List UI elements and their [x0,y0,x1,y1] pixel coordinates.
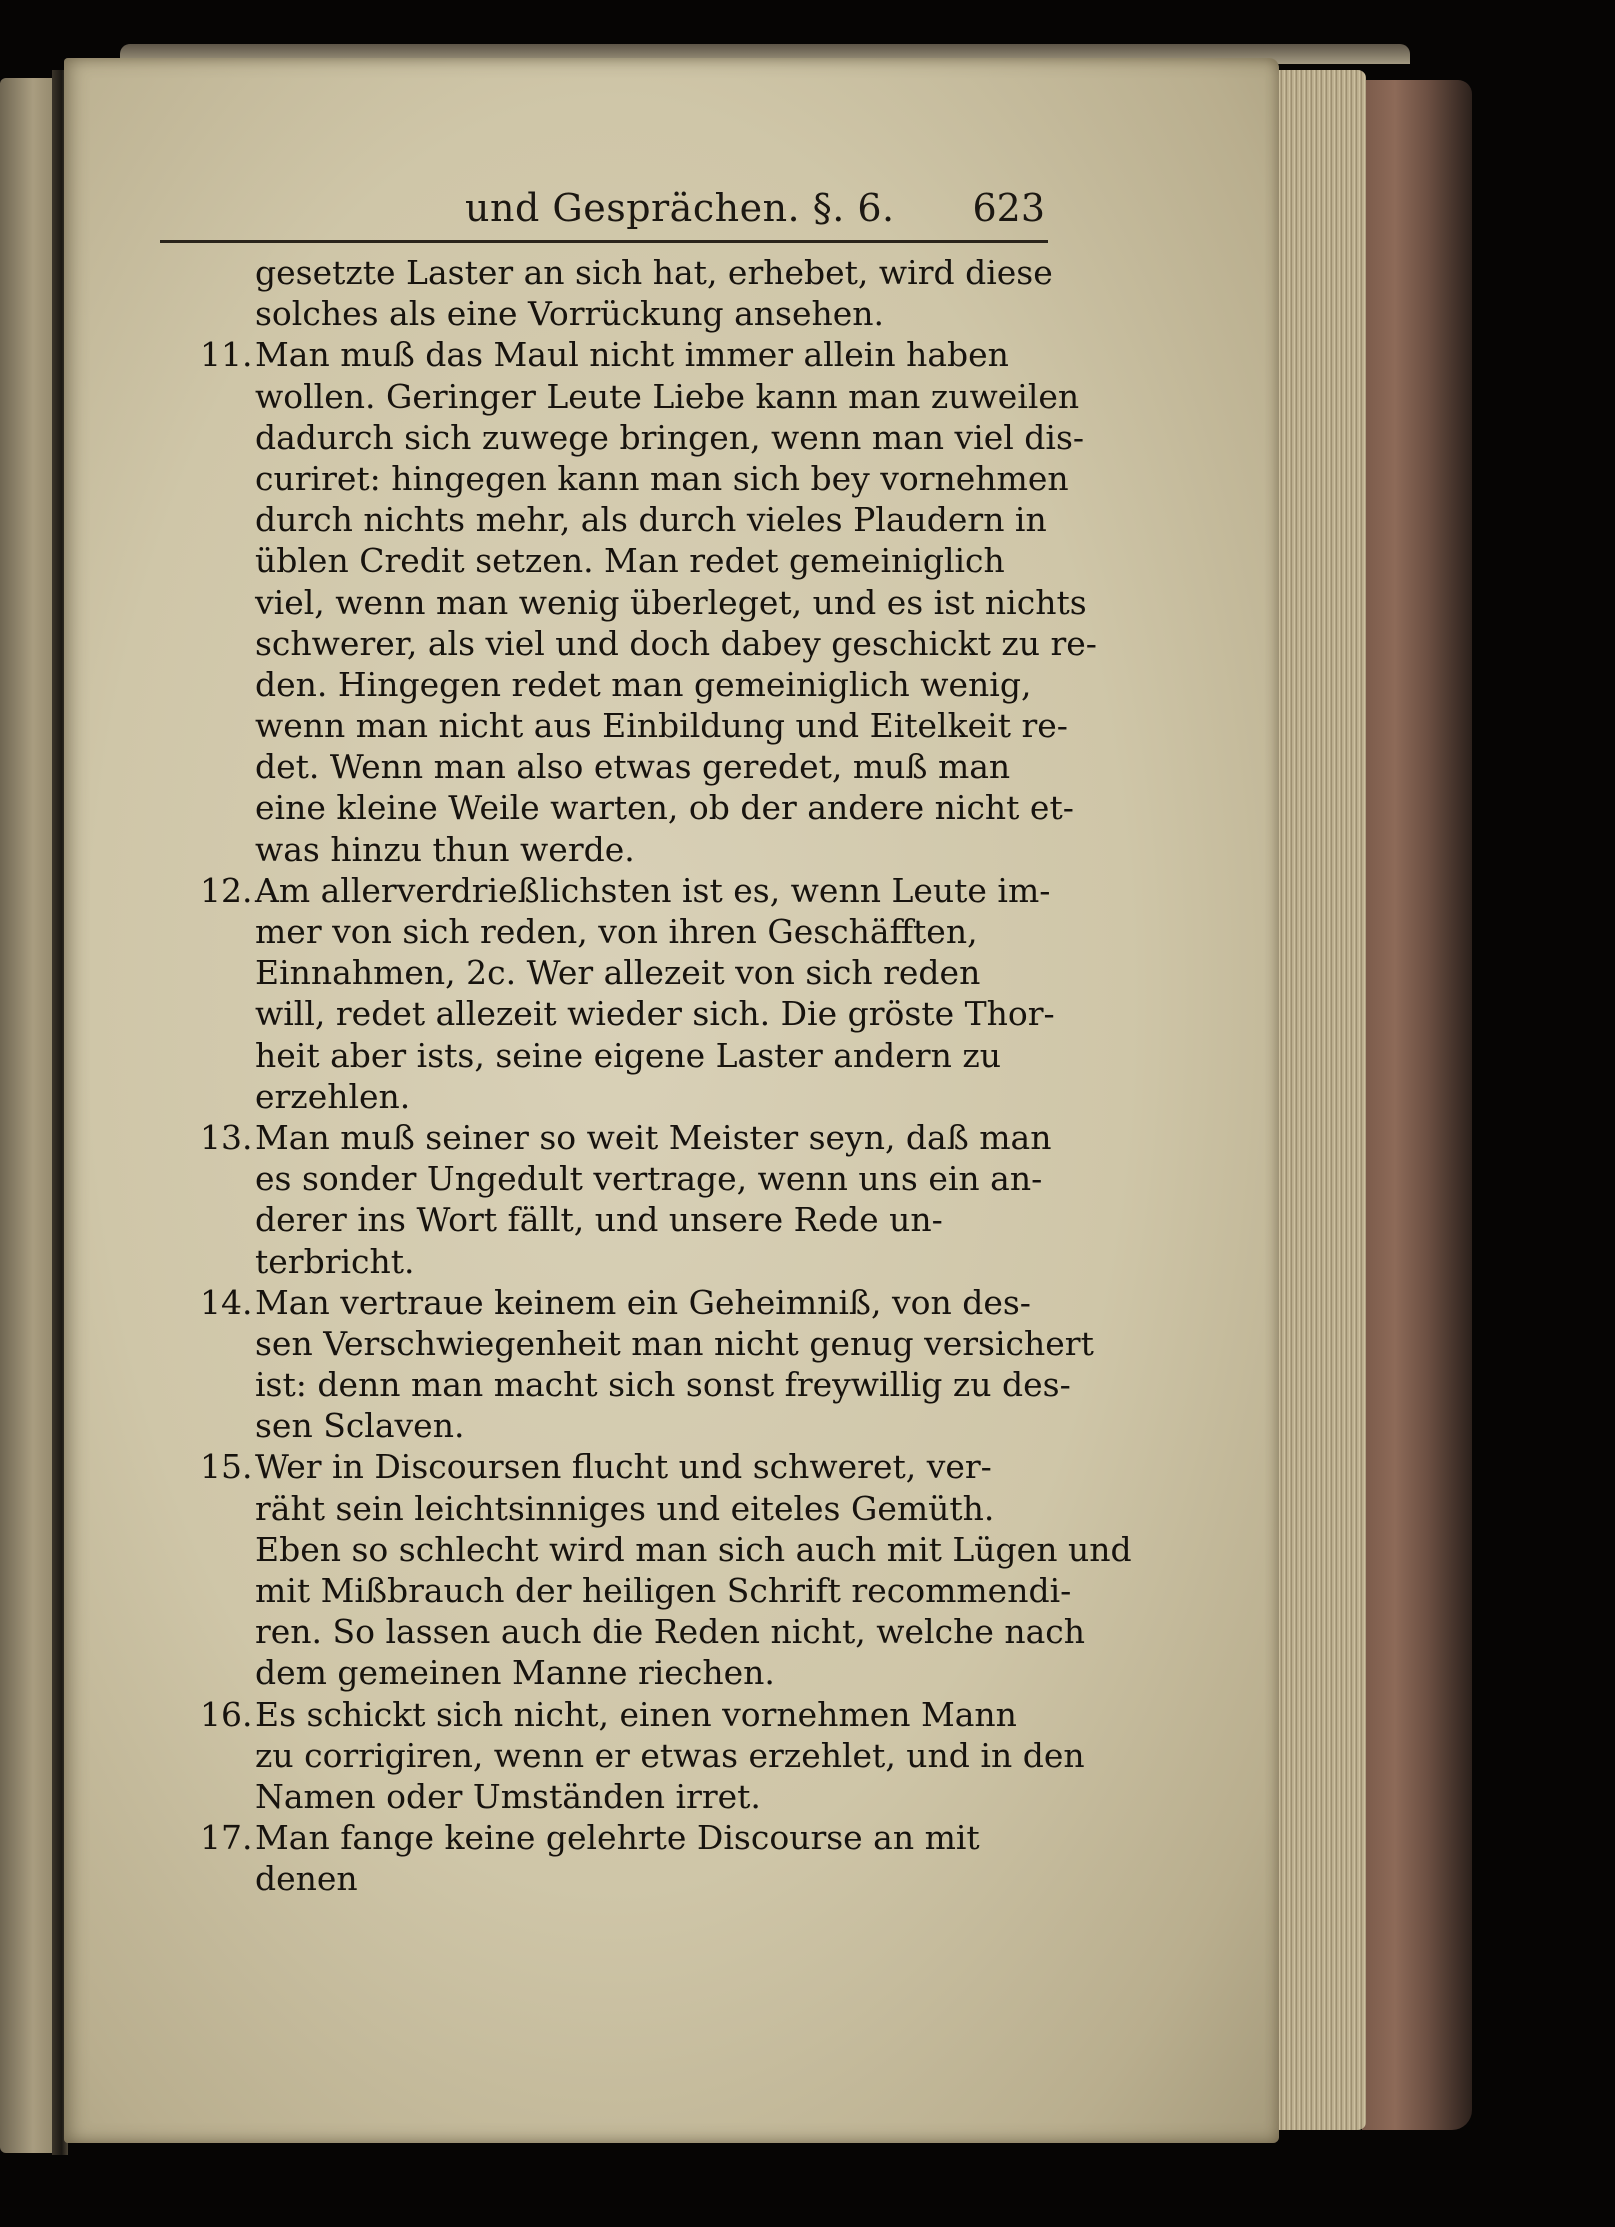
line-text: es sonder Ungedult vertrage, wenn uns ein an- [255,1159,1043,1199]
line-text: eine kleine Weile warten, ob der andere nicht et- [255,788,1074,828]
line-text: Einnahmen, 2c. Wer allezeit von sich reden [255,953,981,993]
text-line [200,1241,1060,1282]
text-line [200,870,1060,911]
line-text: schwerer, als viel und doch dabey geschickt zu re- [255,623,1097,663]
line-text: denen [255,1859,358,1899]
text-line [200,540,1060,581]
running-head: und Gesprächen. §. 6. [465,186,895,230]
line-text: was hinzu thun werde. [255,829,635,869]
text-line [200,1364,1071,1405]
text-line [200,829,1060,870]
line-text: Man muß das Maul nicht immer allein haben [255,335,1009,375]
text-line [200,746,1060,787]
text-line [200,664,1060,705]
line-text: dem gemeinen Manne riechen. [255,1653,775,1693]
text-line [200,1776,1060,1817]
line-text: det. Wenn man also etwas geredet, muß man [255,747,1011,787]
line-text: Man muß seiner so weit Meister seyn, daß man [255,1117,1052,1157]
text-line [200,1035,1060,1076]
text-line [200,1446,1060,1487]
text-line [200,252,1060,293]
line-text: sen Sclaven. [255,1406,465,1446]
text-line [200,705,1068,746]
text-line [200,952,1060,993]
line-text: Namen oder Umständen irret. [255,1776,761,1816]
line-text: solches als eine Vorrückung ansehen. [255,294,885,334]
line-text: curiret: hingegen kann man sich bey vornehmen [255,458,1069,498]
text-line [200,1694,1060,1735]
line-text: Es schickt sich nicht, einen vornehmen Mann [255,1694,1017,1734]
text-line [200,582,1087,623]
line-text: ist: denn man macht sich sonst freywillig zu des- [255,1365,1071,1405]
text-line [200,1652,1060,1693]
item-number: 17. [200,1818,253,1858]
text-line [200,1282,1060,1323]
text-line [200,911,1060,952]
line-text: sen Verschwiegenheit man nicht genug versichert [255,1323,1094,1363]
text-line [200,1076,1060,1117]
book-cover-edge [1362,80,1472,2130]
text-line [200,1488,1060,1529]
line-text: zu corrigiren, wenn er etwas erzehlet, und in den [255,1735,1085,1775]
text-line [200,1611,1086,1652]
line-text: erzehlen. [255,1076,411,1116]
header-rule [160,240,1048,243]
left-page-edge [0,78,60,2153]
text-line [200,1158,1060,1199]
line-text: dadurch sich zuwege bringen, wenn man viel dis- [255,417,1085,457]
text-line [200,499,1060,540]
item-number: 13. [200,1117,253,1157]
text-line [200,334,1060,375]
item-number: 15. [200,1447,253,1487]
text-line [200,1529,1132,1570]
line-text: Wer in Discoursen flucht und schweret, ver- [255,1447,992,1487]
line-text: derer ins Wort fällt, und unsere Rede un- [255,1200,943,1240]
line-text: Am allerverdrießlichsten ist es, wenn Leute im- [255,870,1051,910]
text-line [200,1570,1072,1611]
line-text: viel, wenn man wenig überleget, und es ist nichts [255,582,1087,622]
line-text: wollen. Geringer Leute Liebe kann man zuweilen [255,376,1080,416]
text-line [200,1199,1060,1240]
line-text: wenn man nicht aus Einbildung und Eitelkeit re- [255,706,1068,746]
item-number: 11. [200,335,253,375]
line-text: durch nichts mehr, als durch vieles Plaudern in [255,500,1047,540]
line-text: ren. So lassen auch die Reden nicht, welche nach [255,1612,1086,1652]
text-line [200,1323,1094,1364]
text-line [200,293,1060,334]
text-line [200,376,1080,417]
text-line [200,1817,1060,1858]
text-line [200,623,1097,664]
text-line [200,1735,1085,1776]
line-text: üblen Credit setzen. Man redet gemeiniglich [255,541,1005,581]
line-text: Man fange keine gelehrte Discourse an mit [255,1818,980,1858]
page-header [155,180,1045,240]
item-number: 16. [200,1694,253,1734]
line-text: gesetzte Laster an sich hat, erhebet, wird diese [255,253,1053,292]
item-number: 12. [200,870,253,910]
text-line [200,1117,1060,1158]
line-text: den. Hingegen redet man gemeiniglich wenig, [255,664,1032,704]
text-line [200,417,1085,458]
text-line [200,458,1069,499]
page-stack-edge [1278,70,1366,2130]
line-text: Eben so schlecht wird man sich auch mit Lügen und [255,1529,1132,1569]
body-text [200,252,1132,1900]
text-line [200,993,1060,1034]
line-text: heit aber ists, seine eigene Laster andern zu [255,1035,1001,1075]
text-line [200,1405,1060,1446]
line-text: will, redet allezeit wieder sich. Die gröste Thor- [255,994,1055,1034]
line-text: terbricht. [255,1241,415,1281]
line-text: mer von sich reden, von ihren Geschäfften, [255,912,978,951]
page-number: 623 [972,186,1045,230]
line-text: räht sein leichtsinniges und eiteles Gemüth. [255,1488,995,1528]
line-text: mit Mißbrauch der heiligen Schrift recommendi- [255,1571,1072,1610]
item-number: 14. [200,1282,253,1322]
text-line [200,1858,1060,1899]
text-line [200,787,1074,828]
line-text: Man vertraue keinem ein Geheimniß, von des- [255,1282,1031,1322]
